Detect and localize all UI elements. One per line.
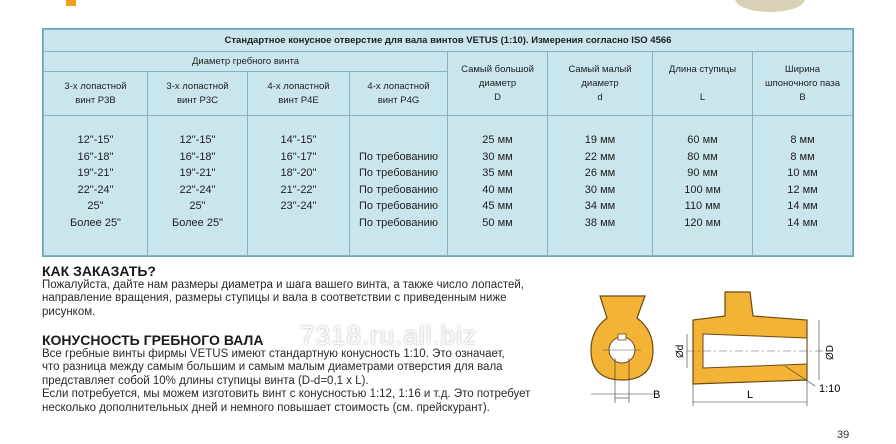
key-width-header: Ширина шпоночного паза B	[753, 52, 853, 116]
table-cell: 25"	[189, 200, 206, 212]
table-cell: 14 мм	[787, 200, 818, 212]
table-cell: По требованию	[359, 216, 438, 229]
column-p3c	[148, 116, 248, 256]
table-cell	[248, 215, 349, 232]
table-cell: 8 мм	[790, 150, 815, 163]
order-line: Пожалуйста, дайте нам размеры диаметра и шага вашего винта, а также число лопастей,	[42, 278, 524, 291]
table-cell: 110 мм	[684, 200, 721, 212]
order-line: рисунком.	[42, 305, 96, 318]
page-number: 39	[837, 429, 850, 441]
column-small-diameter	[548, 116, 653, 256]
taper-line: что разница между самым большим и самым малым диаметрами отверстия для вала	[42, 361, 503, 373]
table-cell: 22 мм	[584, 150, 616, 163]
label-ratio: 1:10	[819, 383, 841, 395]
table-cell: 60 мм	[687, 134, 718, 146]
column-big-diameter	[448, 116, 548, 256]
table-cell: 14 мм	[787, 216, 818, 229]
column-header-p3c: 3-х лопастной винт P3C	[148, 72, 248, 116]
hub-length-header: Длина ступицы L	[653, 52, 753, 116]
small-diameter-header: Самый малый диаметр d	[548, 52, 653, 116]
diameter-group-header: Диаметр гребного винта	[44, 52, 448, 72]
column-header-p4e: 4-х лопастной винт P4E	[248, 72, 350, 116]
table-cell: 25"	[87, 200, 104, 212]
table-cell: 40 мм	[482, 183, 513, 196]
how-to-order-heading: КАК ЗАКАЗАТЬ?	[42, 263, 156, 279]
column-header-p4g: 4-х лопастной винт P4G	[350, 72, 448, 116]
table-cell: 18"-20"	[280, 167, 317, 179]
table-cell: 16"-18"	[77, 150, 114, 163]
table-cell: 12"-15"	[179, 134, 216, 146]
taper-heading: КОНУСНОСТЬ ГРЕБНОГО ВАЛА	[42, 332, 264, 348]
table-cell: 38 мм	[584, 216, 616, 229]
column-header-p3b: 3-х лопастной винт P3B	[44, 72, 148, 116]
table-cell: 22"-24"	[77, 183, 114, 196]
hub-side-view	[687, 292, 825, 406]
table-cell: 50 мм	[482, 216, 513, 229]
table-cell: 22"-24"	[179, 183, 216, 196]
table-cell: 10 мм	[787, 167, 818, 179]
table-cell: 90 мм	[687, 167, 718, 179]
column-p4e	[248, 116, 350, 256]
table-cell: 21"-22"	[280, 183, 317, 196]
table-cell: 26 мм	[584, 167, 616, 179]
watermark: 7318.ru.all.biz	[300, 320, 477, 350]
table-cell: 12"-15"	[77, 134, 114, 146]
table-cell: По требованию	[359, 183, 438, 196]
table-cell: 45 мм	[482, 200, 513, 212]
table-cell: По требованию	[359, 167, 438, 179]
table-cell: 35 мм	[482, 167, 513, 179]
table-cell: 100 мм	[684, 183, 721, 196]
taper-line: Все гребные винты фирмы VETUS имеют стандартную конусность 1:10. Это означает,	[42, 347, 505, 360]
table-cell: 30 мм	[584, 183, 616, 196]
how-to-order-section	[42, 265, 572, 319]
table-cell: 19"-21"	[77, 167, 114, 179]
label-b: B	[653, 389, 661, 401]
table-title: Стандартное конусное отверстие для вала винтов VETUS (1:10). Измерения согласно ISO 4566	[44, 30, 853, 52]
decorative-orange-shape	[66, 0, 76, 6]
table-cell: 14"-15"	[280, 134, 317, 146]
table-cell: 12 мм	[787, 183, 818, 196]
table-cell: Более 25"	[70, 216, 121, 229]
label-big-d: ØD	[825, 345, 836, 360]
label-l: L	[747, 389, 754, 401]
column-p3b	[44, 116, 148, 256]
taper-line: Если потребуется, мы можем изготовить винт с конусностью 1:12, 1:16 и т.д. Это потребует	[42, 388, 531, 400]
table-data-row	[44, 116, 853, 256]
table-cell	[350, 132, 447, 149]
table-cell: 25 мм	[482, 134, 513, 146]
table-cell: 19"-21"	[179, 167, 216, 179]
order-line: направление вращения, размеры ступицы и вала в соответствии с приведенным ниже	[42, 292, 507, 304]
label-small-d: Ød	[675, 344, 686, 358]
table-cell: 19 мм	[584, 134, 616, 146]
spec-table	[42, 28, 854, 257]
column-p4g	[350, 116, 448, 256]
big-diameter-header: Самый большой диаметр D	[448, 52, 548, 116]
taper-line: представляет собой 10% длины ступицы винта (D-d=0,1 x L).	[42, 374, 369, 387]
table-cell: 23"-24"	[280, 200, 317, 212]
table-cell: 120 мм	[684, 216, 721, 229]
table-cell: 8 мм	[790, 134, 815, 146]
table-cell: 16"-17"	[280, 150, 317, 163]
column-key-width	[753, 116, 853, 256]
taper-line: несколько дополнительных дней и немного повышает стоимость (см. прейскурант).	[42, 401, 490, 414]
table-cell: По требованию	[359, 200, 438, 212]
table-cell: Более 25"	[172, 216, 223, 229]
table-cell: По требованию	[359, 150, 438, 163]
table-cell: 34 мм	[584, 200, 616, 212]
table-cell: 30 мм	[482, 150, 513, 163]
hub-front-view	[591, 296, 653, 403]
table-cell: 80 мм	[687, 150, 718, 163]
table-cell: 16"-18"	[179, 150, 216, 163]
column-hub-length	[653, 116, 753, 256]
hub-taper-diagram	[575, 268, 875, 418]
